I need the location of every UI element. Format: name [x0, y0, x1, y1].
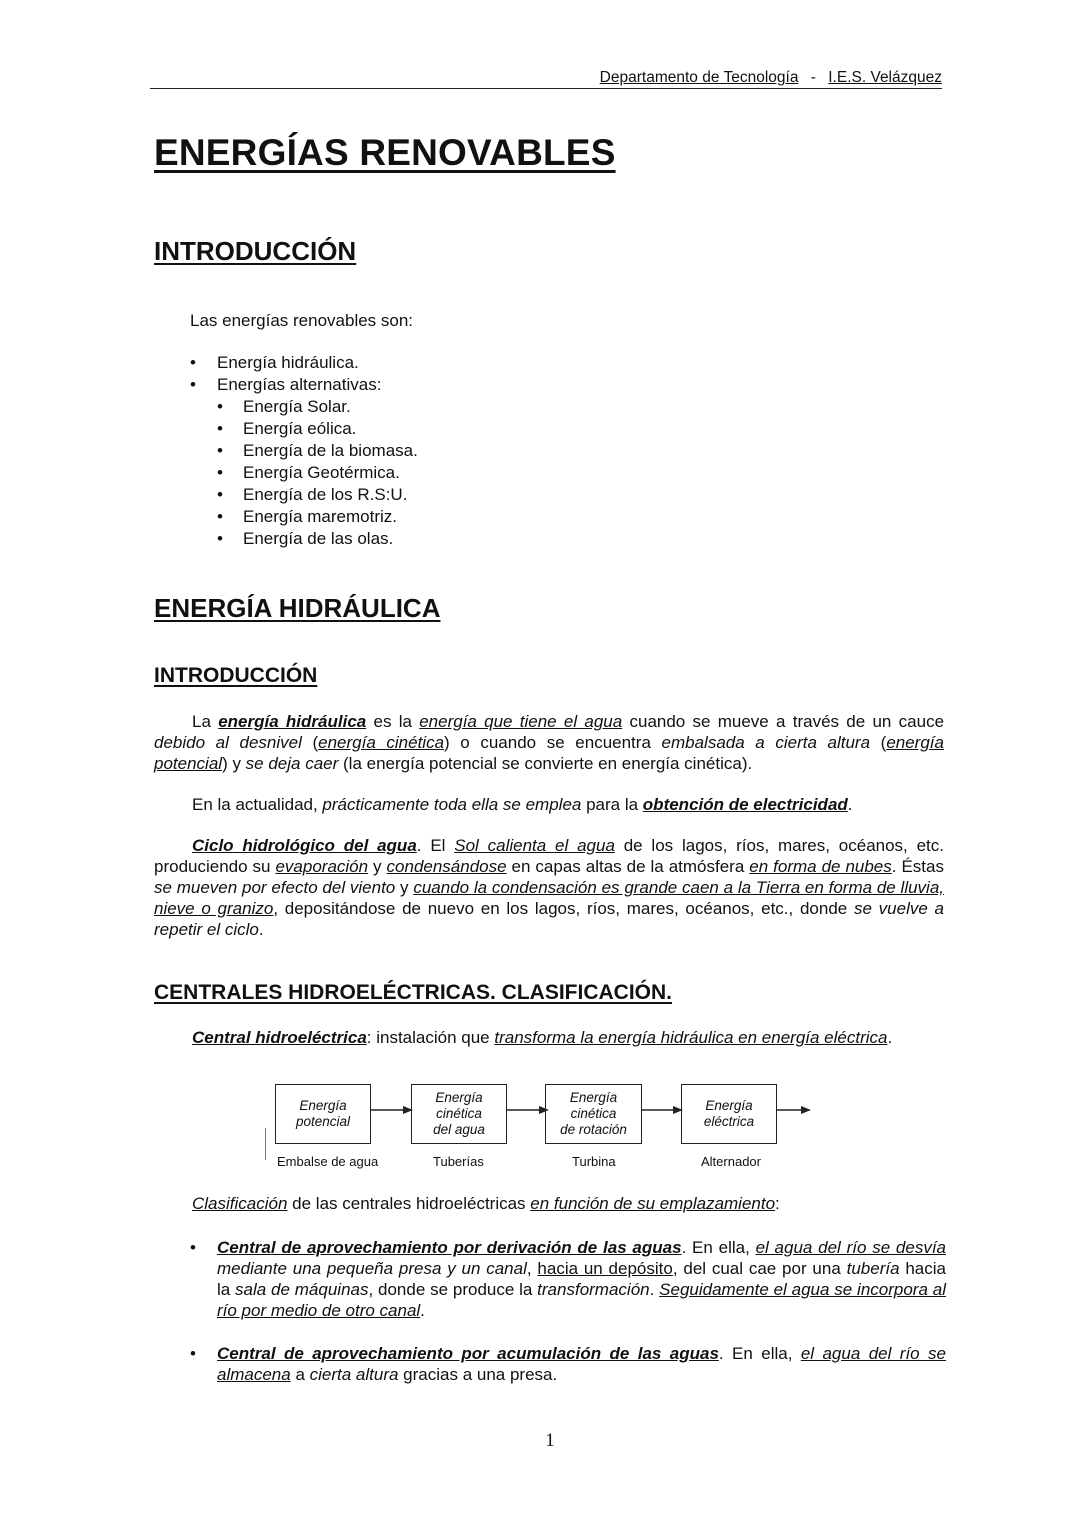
box-energia-cinetica-rotacion: Energía cinética de rotación — [545, 1084, 642, 1144]
label-embalse: Embalse de agua — [277, 1154, 379, 1169]
sublist-item: • Energía eólica. — [217, 418, 418, 440]
sublist-item: • Energía de la biomasa. — [217, 440, 418, 462]
list-item — [190, 374, 418, 550]
sublist-item: • Energía Solar. — [217, 396, 418, 418]
hydro-paragraph-3: Ciclo hidrológico del agua. El Sol calienta el agua de los lagos, ríos, mares, océanos, etc. produciendo su evaporación y condensándose en capas altas de la atmósfera en forma de nubes. Éstas se mueven por efecto del viento y cuando la condensación es grande caen a la Tierra en forma de lluvia, nieve o granizo, depositándose de nuevo en los lagos, ríos, mares, océanos, etc., donde se vuelve a repetir el ciclo. — [154, 836, 945, 939]
intro-heading: INTRODUCCIÓN — [154, 236, 357, 266]
hydro-heading: ENERGÍA HIDRÁULICA — [154, 593, 441, 623]
page-header — [150, 68, 942, 89]
box-energia-potencial: Energía potencial — [275, 1084, 371, 1144]
header-school: I.E.S. Velázquez — [828, 69, 942, 86]
classification-list — [190, 1237, 946, 1321]
label-alternador: Alternador — [701, 1154, 761, 1169]
list-item-derivacion: • Central de aprovechamiento por derivación de las aguas. En ella, el agua del río se desvía mediante una pequeña presa y un canal, hacia un depósito, del cual cae por una tubería hacia la sala de máquinas, donde se produce la transformación. Seguidamente el agua se incorpora al río por medio de otro canal. — [190, 1237, 946, 1321]
arrowhead — [801, 1106, 811, 1114]
sublist-item: • Energía de las olas. — [217, 528, 418, 550]
hydro-intro-heading: INTRODUCCIÓN — [154, 664, 318, 687]
sublist-item: • Energía de los R.S:U. — [217, 484, 418, 506]
sublist-item: • Energía maremotriz. — [217, 506, 418, 528]
box-energia-cinetica-agua: Energía cinética del agua — [411, 1084, 507, 1144]
box-energia-electrica: Energía eléctrica — [681, 1084, 777, 1144]
energy-flow-diagram — [265, 1080, 825, 1175]
label-tuberias: Tuberías — [433, 1154, 484, 1169]
header-separator: - — [810, 69, 816, 86]
list-item-acumulacion: • Central de aprovechamiento por acumulación de las aguas. En ella, el agua del río se almacena a cierta altura gracias a una presa. — [190, 1343, 946, 1385]
label-turbina: Turbina — [572, 1154, 616, 1169]
intro-lead: Las energías renovables son: — [190, 311, 414, 330]
list-item: • Energía hidráulica. — [190, 352, 418, 374]
page-number: 1 — [545, 1430, 555, 1451]
sublist-item: • Energía Geotérmica. — [217, 462, 418, 484]
centrales-heading: CENTRALES HIDROELÉCTRICAS. CLASIFICACIÓN. — [154, 981, 673, 1004]
central-definition: Central hidroeléctrica: instalación que transforma la energía hidráulica en energía eléctrica. — [192, 1028, 893, 1047]
hydro-paragraph-2: En la actualidad, prácticamente toda ella se emplea para la obtención de electricidad. — [192, 795, 853, 814]
alternatives-sublist — [217, 396, 418, 550]
classification-intro: Clasificación de las centrales hidroeléctricas en función de su emplazamiento: — [192, 1194, 780, 1213]
document-title: ENERGÍAS RENOVABLES — [154, 132, 616, 173]
hydro-paragraph-1: La energía hidráulica es la energía que tiene el agua cuando se mueve a través de un cauce debido al desnivel (energía cinética) o cuando se encuentra embalsada a cierta altura (energía potencial) y se deja caer (la energía potencial se convierte en energía cinética). — [154, 712, 945, 773]
classification-list-2 — [190, 1343, 946, 1385]
list-item-label: Energías alternativas: — [217, 375, 382, 394]
header-department: Departamento de Tecnología — [599, 69, 799, 86]
renewables-list — [190, 352, 418, 550]
